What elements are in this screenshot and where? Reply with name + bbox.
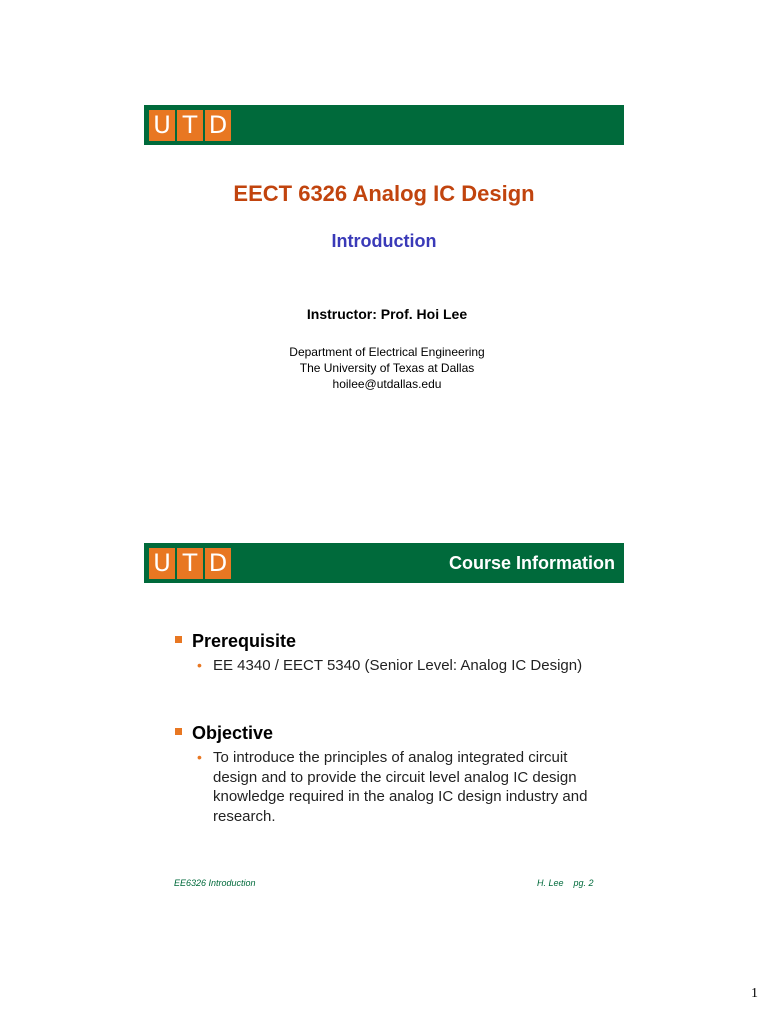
utd-logo xyxy=(149,110,231,141)
instructor-name: Instructor: Prof. Hoi Lee xyxy=(306,306,468,322)
slide2-header-title: Course Information xyxy=(448,553,615,573)
contact-block xyxy=(144,344,630,392)
bullet-dot-icon: • xyxy=(197,749,202,765)
list-item xyxy=(175,748,615,826)
utd-logo xyxy=(149,548,231,579)
section-label: Objective xyxy=(192,723,274,743)
email: hoilee@utdallas.edu xyxy=(332,377,442,391)
list-item-text: EE 4340 / EECT 5340 (Senior Level: Analog IC Design) xyxy=(213,657,583,674)
slide1-banner xyxy=(144,105,624,145)
footer-course: EE6326 Introduction xyxy=(174,878,256,888)
square-bullet-icon xyxy=(175,636,182,643)
section-objective xyxy=(175,723,615,826)
logo-letter-d: D xyxy=(205,548,231,579)
page-number: 1 xyxy=(751,986,758,1001)
logo-letter-u: U xyxy=(149,548,175,579)
logo-letter-u: U xyxy=(149,110,175,141)
footer-page: H. Lee pg. 2 xyxy=(537,878,594,888)
slide1-title: EECT 6326 Analog IC Design xyxy=(233,181,535,206)
department: Department of Electrical Engineering xyxy=(289,345,485,359)
slide2-banner xyxy=(144,543,624,583)
logo-letter-d: D xyxy=(205,110,231,141)
logo-letter-t: T xyxy=(177,110,203,141)
list-item-text: To introduce the principles of analog integrated circuit design and to provide the circuit level analog IC design knowledge required in the analog IC design industry and research. xyxy=(213,749,588,825)
square-bullet-icon xyxy=(175,728,182,735)
list-item xyxy=(175,656,615,676)
section-label: Prerequisite xyxy=(192,631,297,651)
section-prerequisite xyxy=(175,631,615,676)
logo-letter-t: T xyxy=(177,548,203,579)
slide1-subtitle: Introduction xyxy=(331,231,437,251)
university: The University of Texas at Dallas xyxy=(299,361,475,375)
bullet-dot-icon: • xyxy=(197,657,202,673)
